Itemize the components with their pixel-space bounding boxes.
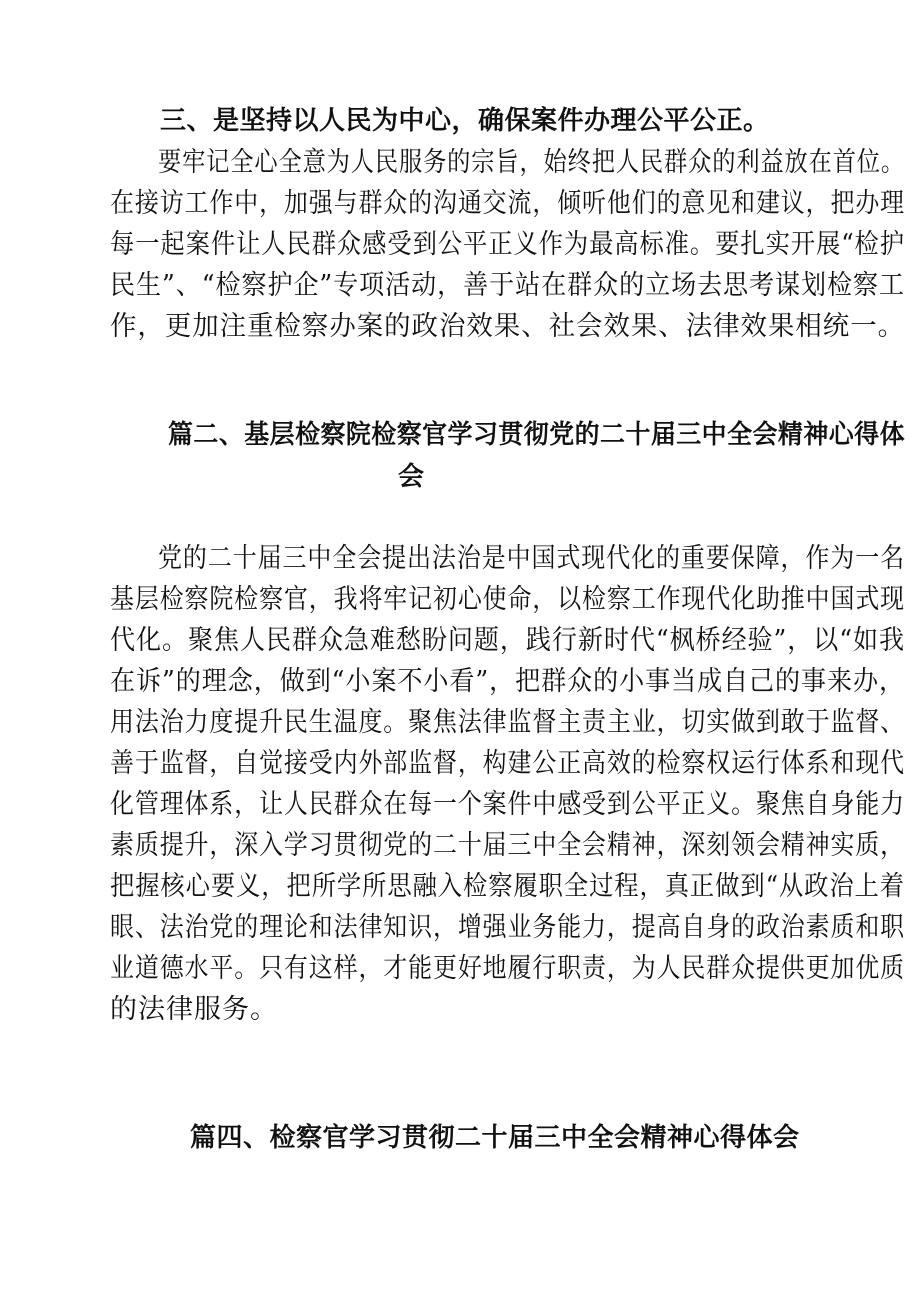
article-2-title-line-1: 篇二、基层检察院检察官学习贯彻党的二十届三中全会精神心得体 bbox=[168, 420, 906, 450]
paragraph-line: 在诉”的理念，做到“小案不小看”，把群众的小事当成自己的事来办， bbox=[110, 666, 906, 697]
paragraph-line: 民生”、“检察护企”专项活动，善于站在群众的立场去思考谋划检察工 bbox=[110, 270, 906, 301]
paragraph-line: 的法律服务。 bbox=[110, 994, 278, 1025]
paragraph-line: 要牢记全心全意为人民服务的宗旨，始终把人民群众的利益放在首位。 bbox=[158, 147, 906, 178]
paragraph-line: 代化。聚焦人民群众急难愁盼问题，践行新时代“枫桥经验”，以“如我 bbox=[110, 625, 906, 656]
paragraph-line: 眼、法治党的理论和法律知识，增强业务能力，提高自身的政治素质和职 bbox=[110, 912, 906, 943]
paragraph-line: 在接访工作中，加强与群众的沟通交流，倾听他们的意见和建议，把办理 bbox=[110, 188, 906, 219]
paragraph-line: 善于监督，自觉接受内外部监督，构建公正高效的检察权运行体系和现代 bbox=[110, 748, 906, 779]
section-3-heading: 三、是坚持以人民为中心，确保案件办理公平公正。 bbox=[160, 106, 770, 136]
paragraph-line: 素质提升，深入学习贯彻党的二十届三中全会精神，深刻领会精神实质， bbox=[110, 830, 906, 861]
article-4-title: 篇四、检察官学习贯彻二十届三中全会精神心得体会 bbox=[190, 1123, 800, 1153]
paragraph-line: 化管理体系，让人民群众在每一个案件中感受到公平正义。聚焦自身能力 bbox=[110, 789, 906, 820]
paragraph-line: 每一起案件让人民群众感受到公平正义作为最高标准。要扎实开展“检护 bbox=[110, 229, 905, 260]
article-2-title-line-2: 会 bbox=[398, 462, 425, 492]
paragraph-line: 党的二十届三中全会提出法治是中国式现代化的重要保障，作为一名 bbox=[158, 543, 906, 574]
paragraph-line: 基层检察院检察官，我将牢记初心使命，以检察工作现代化助推中国式现 bbox=[110, 584, 906, 615]
paragraph-line: 把握核心要义，把所学所思融入检察履职全过程，真正做到“从政治上着 bbox=[110, 871, 905, 902]
section-3-paragraph bbox=[110, 143, 906, 348]
paragraph-line: 作，更加注重检察办案的政治效果、社会效果、法律效果相统一。 bbox=[110, 311, 906, 342]
paragraph-line: 业道德水平。只有这样，才能更好地履行职责，为人民群众提供更加优质 bbox=[110, 953, 906, 984]
article-2-paragraph bbox=[110, 539, 906, 1034]
paragraph-line: 用法治力度提升民生温度。聚焦法律监督主责主业，切实做到敢于监督、 bbox=[110, 707, 906, 738]
